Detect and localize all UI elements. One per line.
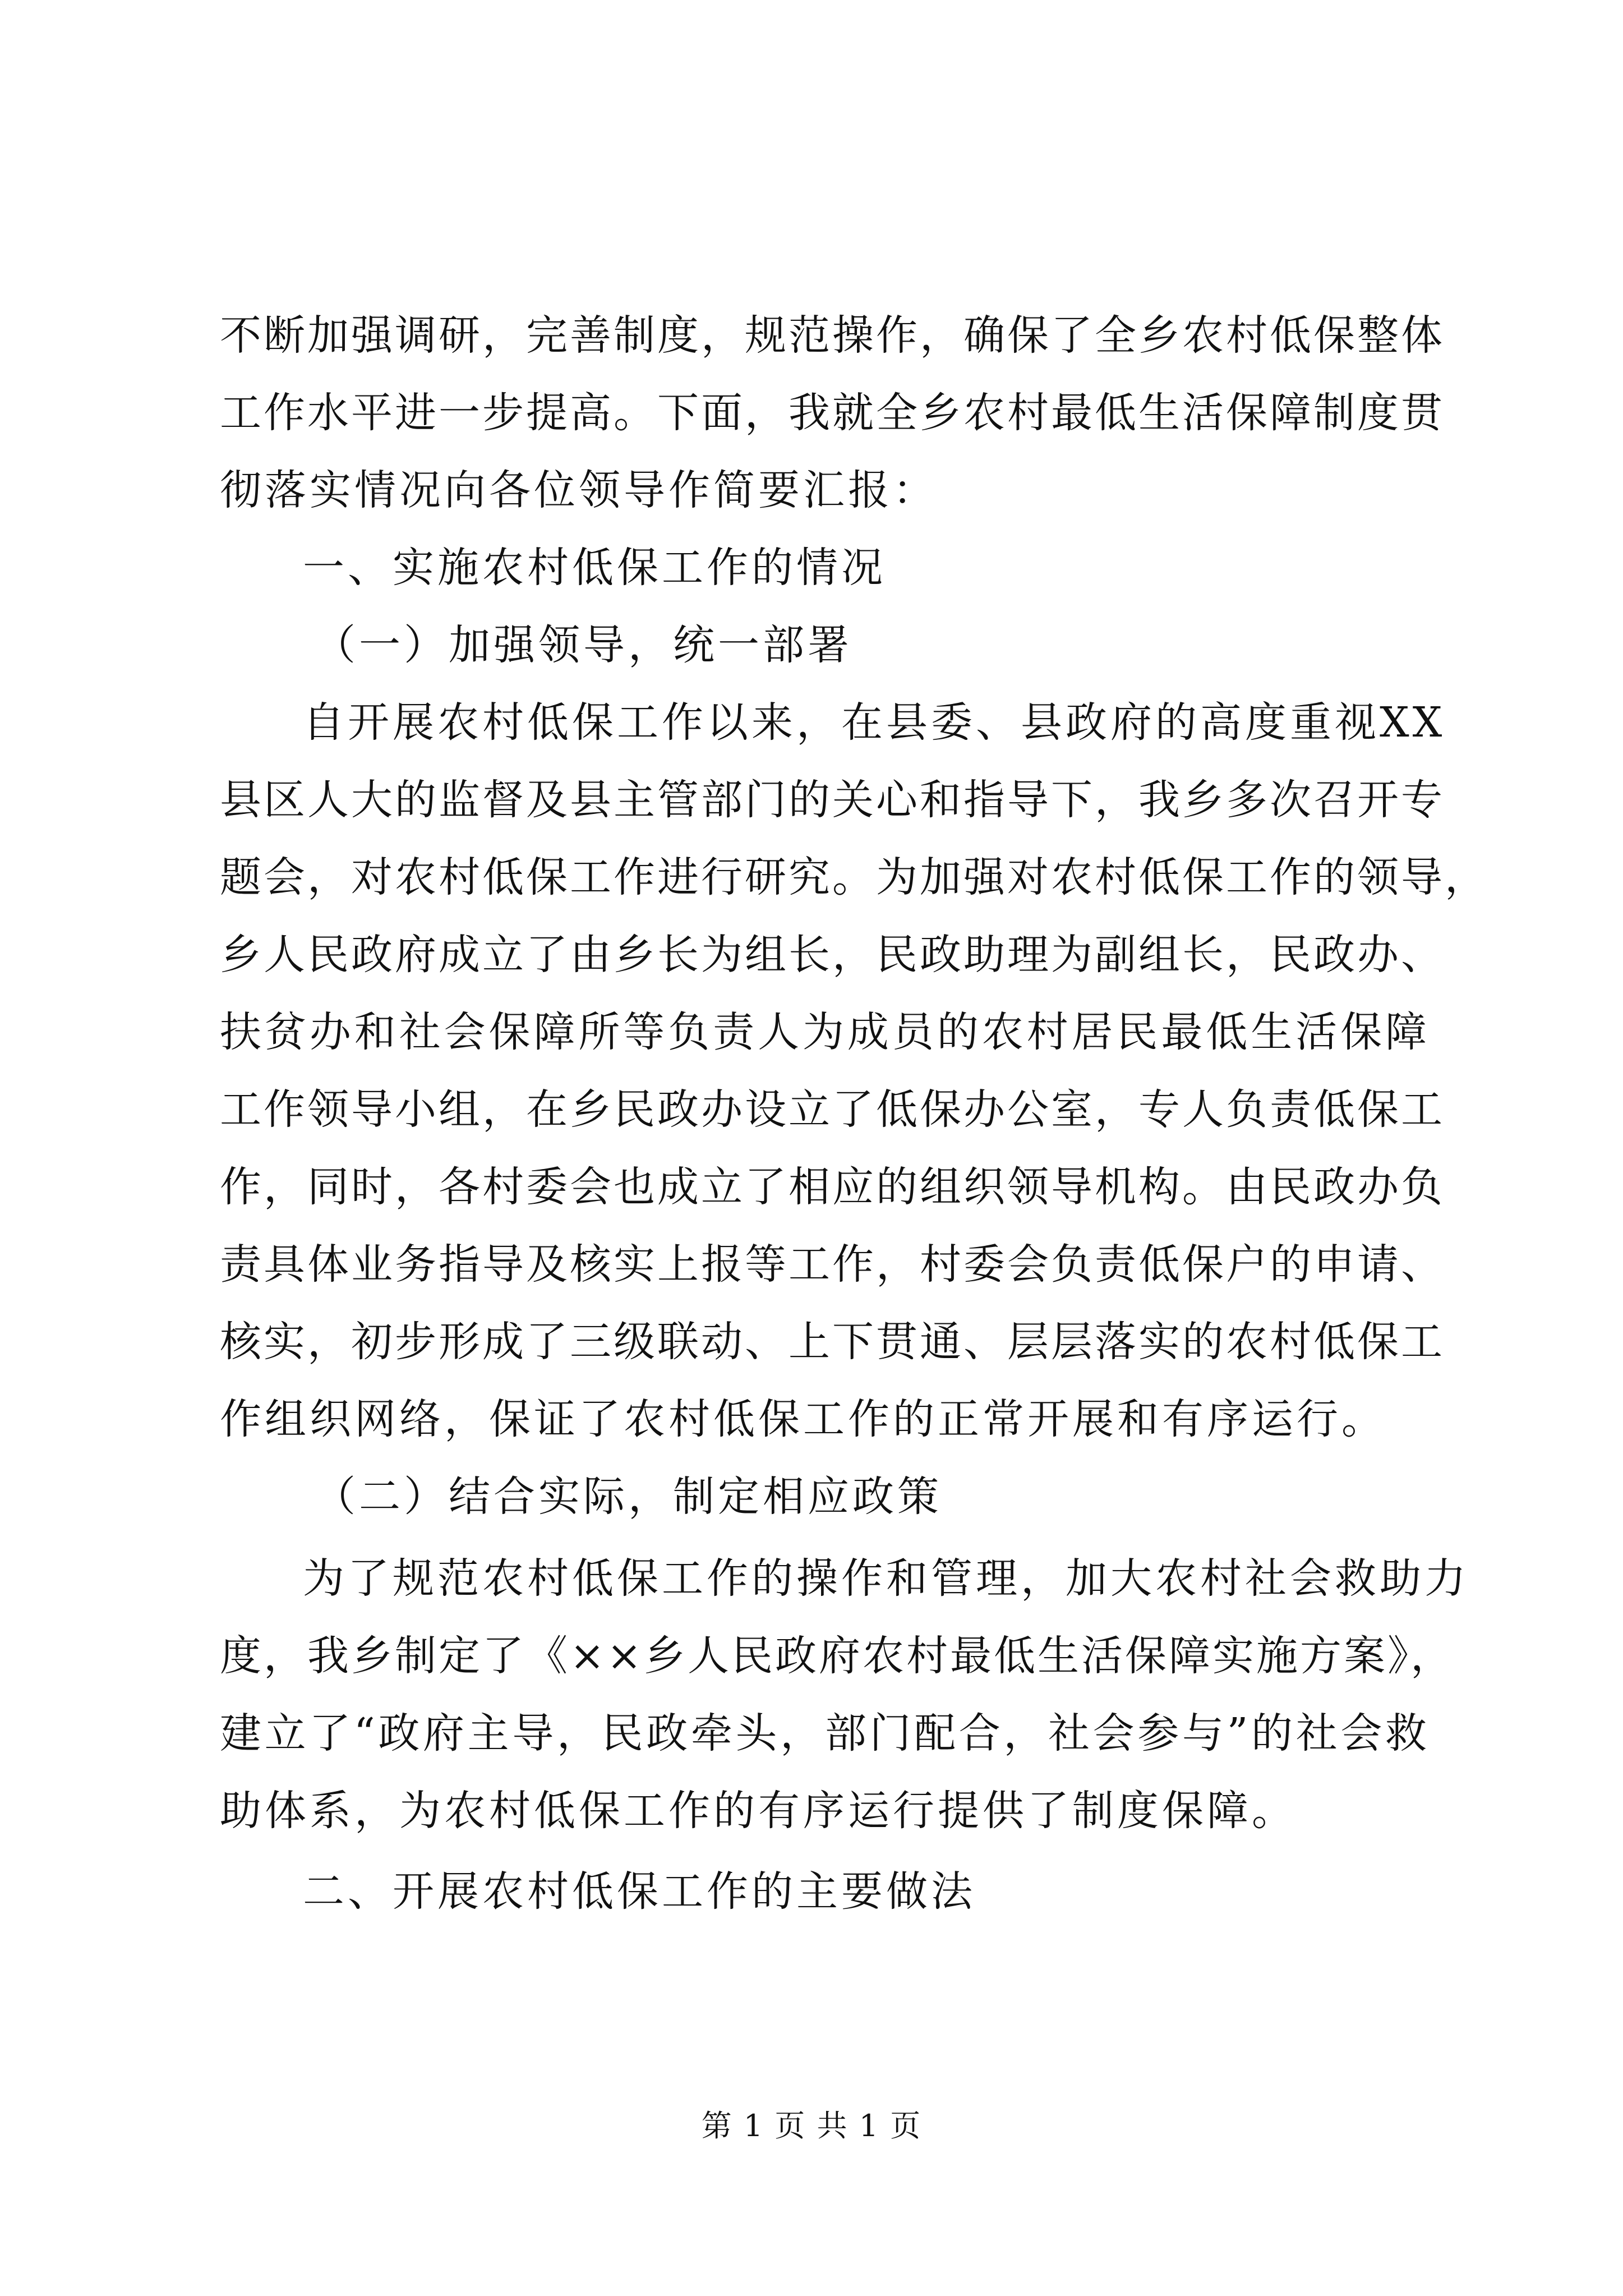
paragraph-line: 度，我乡制定了《××乡人民政府农村最低生活保障实施方案》， bbox=[220, 1632, 1455, 1680]
paragraph-line: 工作领导小组，在乡民政办设立了低保办公室，专人负责低保工 bbox=[220, 1085, 1445, 1134]
paragraph-line: 县区人大的监督及县主管部门的关心和指导下，我乡多次召开专 bbox=[220, 776, 1445, 824]
paragraph-line: 核实，初步形成了三级联动、上下贯通、层层落实的农村低保工 bbox=[220, 1318, 1445, 1366]
paragraph-line: 扶贫办和社会保障所等负责人为成员的农村居民最低生活保障 bbox=[220, 1008, 1429, 1056]
paragraph-line: 责具体业务指导及核实上报等工作，村委会负责低保户的申请、 bbox=[220, 1240, 1445, 1289]
paragraph-line: 助体系，为农村低保工作的有序运行提供了制度保障。 bbox=[220, 1787, 1297, 1835]
section-heading: 一、实施农村低保工作的情况 bbox=[303, 544, 886, 592]
paragraph-line: 彻落实情况向各位领导作简要汇报： bbox=[220, 466, 938, 514]
subsection-heading: （二）结合实际，制定相应政策 bbox=[314, 1473, 942, 1521]
page-footer: 第 1 页 共 1 页 bbox=[701, 2108, 922, 2143]
paragraph-line: 作组织网络，保证了农村低保工作的正常开展和有序运行。 bbox=[220, 1395, 1386, 1443]
paragraph-line: 不断加强调研，完善制度，规范操作，确保了全乡农村低保整体 bbox=[220, 311, 1445, 360]
paragraph-line: 乡人民政府成立了由乡长为组长，民政助理为副组长，民政办、 bbox=[220, 931, 1445, 979]
paragraph-line: 自开展农村低保工作以来，在县委、县政府的高度重视XX bbox=[303, 698, 1446, 747]
paragraph-line: 作，同时，各村委会也成立了相应的组织领导机构。由民政办负 bbox=[220, 1163, 1445, 1211]
paragraph-line: 为了规范农村低保工作的操作和管理，加大农村社会救助力 bbox=[303, 1554, 1469, 1603]
paragraph-line: 建立了“政府主导，民政牵头，部门配合，社会参与”的社会救 bbox=[220, 1709, 1429, 1757]
paragraph-line: 题会，对农村低保工作进行研究。为加强对农村低保工作的领导， bbox=[220, 853, 1488, 901]
paragraph-line: 工作水平进一步提高。下面，我就全乡农村最低生活保障制度贯 bbox=[220, 389, 1445, 437]
section-heading: 二、开展农村低保工作的主要做法 bbox=[303, 1867, 976, 1916]
subsection-heading: （一）加强领导，统一部署 bbox=[314, 621, 852, 669]
